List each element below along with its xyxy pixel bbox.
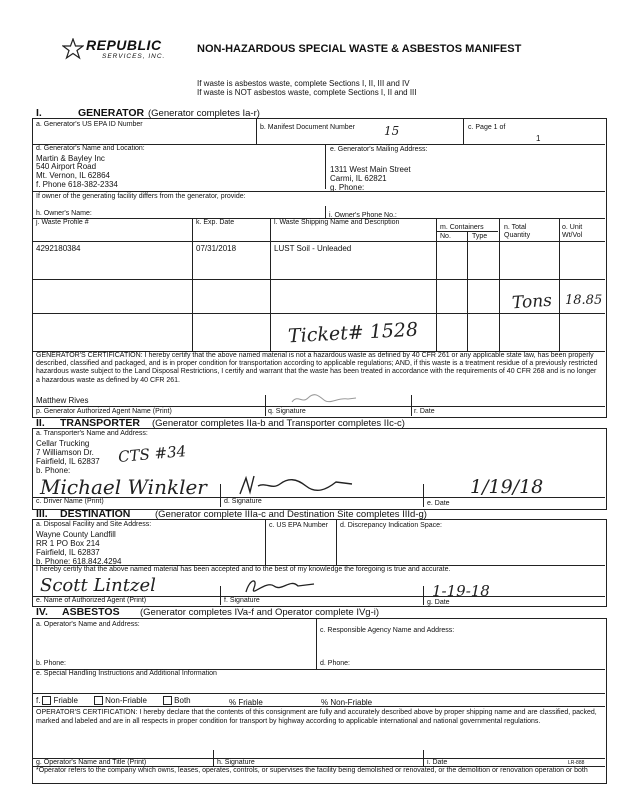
epa-number-label: c. US EPA Number (269, 522, 329, 529)
instruction-asbestos: If waste is asbestos waste, complete Sections I, II, III and IV (197, 79, 410, 88)
section-4-number: IV. (36, 606, 48, 618)
section-4-note: (Generator completes IVa-f and Operator complete IVg-i) (140, 607, 380, 618)
friable-f-label: f. (36, 696, 41, 705)
agency-label: c. Responsible Agency Name and Address: (320, 627, 455, 634)
logo-subtext: SERVICES, INC. (102, 53, 166, 60)
section-1-title: GENERATOR (78, 107, 145, 119)
transporter-line-1: Cellar Trucking (36, 439, 90, 448)
logo-text: REPUBLIC (86, 37, 162, 53)
generator-line-3: Mt. Vernon, IL 62864 (36, 171, 110, 180)
driver-signature (236, 472, 356, 498)
generator-name-label: d. Generator's Name and Location: (36, 145, 145, 152)
owner-phone-label: i. Owner's Phone No.: (329, 212, 397, 219)
page-title: NON-HAZARDOUS SPECIAL WASTE & ASBESTOS MANIFEST (197, 43, 522, 55)
handwritten-transport-date: 1/19/18 (470, 476, 544, 498)
discrepancy-label: d. Discrepancy Indication Space: (340, 522, 442, 529)
both-checkbox[interactable] (163, 696, 172, 705)
form-code: LR-888 (568, 760, 585, 766)
generator-line-1: Martin & Bayley Inc (36, 154, 105, 163)
operator-label: a. Operator's Name and Address: (36, 621, 140, 628)
col-total-quantity: n. Total Quantity (504, 224, 531, 239)
operator-certification: OPERATOR'S CERTIFICATION: I hereby declare that the contents of this consignment are fully and accurately described above by proper shipping name and are classified, packed, marked and labeled and are in all respects in proper condition for transport by highway according to applicable international and national governmental regulations. (36, 709, 597, 725)
generator-date-label: r. Date (414, 408, 435, 415)
handwritten-driver-name: Michael Winkler (40, 475, 207, 499)
owner-note: If owner of the generating facility differs from the generator, provide: (36, 193, 246, 200)
facility-phone: b. Phone: 618.842.4294 (36, 557, 122, 566)
agent-name-label: p. Generator Authorized Agent Name (Print) (36, 408, 172, 415)
friable-label: Friable (53, 696, 78, 705)
section-1-note: (Generator completes Ia-r) (148, 108, 260, 119)
mailing-address-label: e. Generator's Mailing Address: (330, 146, 428, 153)
both-label: Both (174, 696, 191, 705)
section-3-note: (Generator complete IIIa-c and Destination Site completes IIId-g) (155, 509, 427, 520)
col-containers-type: Type (472, 233, 488, 240)
facility-line-3: Fairfield, IL 62837 (36, 548, 100, 557)
operator-footnote: *Operator refers to the company which owns, leases, operates, controls, or supervises the facility being demolished or renovated, or the demolition or renovation operation or both (36, 767, 588, 774)
owner-name-label: h. Owner's Name: (36, 210, 92, 217)
driver-name-label: c. Driver Name (Print) (36, 498, 104, 505)
non-friable-label: Non-Friable (105, 696, 147, 705)
handwritten-tons: Tons (511, 290, 553, 314)
section-3-number: III. (36, 508, 48, 520)
col-shipping-name: l. Waste Shipping Name and Description (274, 219, 400, 226)
destination-signature (240, 574, 320, 596)
shipping-desc-value: LUST Soil - Unleaded (274, 244, 352, 253)
section-2-note: (Generator completes IIa-b and Transporter completes IIc-c) (152, 418, 405, 429)
facility-line-2: RR 1 PO Box 214 (36, 539, 100, 548)
manifest-number-value[interactable]: 15 (384, 124, 400, 138)
handwritten-ticket: Ticket# 1528 (287, 318, 419, 348)
generator-line-2: 540 Airport Road (36, 162, 97, 171)
operator-signature-label: h. Signature (217, 759, 255, 766)
star-icon (62, 38, 84, 60)
agency-phone-label: d. Phone: (320, 660, 350, 667)
transport-date-label: e. Date (427, 500, 450, 507)
mailing-line-2: Carmi, IL 62821 (330, 174, 387, 183)
page-total: 1 (536, 134, 541, 143)
destination-date-label: g. Date (427, 599, 450, 606)
mailing-line-1: 1311 West Main Street (330, 165, 411, 174)
operator-phone-label: b. Phone: (36, 660, 66, 667)
friable-checkbox[interactable] (42, 696, 51, 705)
percent-friable-label: % Friable (229, 698, 263, 707)
destination-signature-label: f. Signature (224, 597, 260, 604)
mailing-phone: g. Phone: (330, 183, 365, 192)
driver-signature-label: d. Signature (224, 498, 262, 505)
transporter-line-2: 7 Williamson Dr. (36, 448, 94, 457)
non-friable-checkbox[interactable] (94, 696, 103, 705)
friable-options (36, 696, 191, 705)
generator-certification: GENERATOR'S CERTIFICATION: I hereby certify that the above named material is not a hazardous waste as defined by 40 CFR 261 or any applicable state law, has been properly described, classified and packaged, and is in proper condition for transportation according to applicable regulations; AND, if this waste is a treatment residue of a previously restricted hazardous waste subject to the Land Disposal Restrictions, I certify and warrant that the waste has been treated in accordance with the requirements of 40 CFR 268 and is no longer a hazardous waste as defined by 40 CFR 261. (36, 352, 598, 384)
section-2-title: TRANSPORTER (60, 417, 140, 429)
col-waste-profile: j. Waste Profile # (36, 219, 89, 226)
handwritten-truck-number: CTS #34 (117, 442, 187, 466)
generator-signature (290, 392, 360, 406)
republic-logo (62, 36, 182, 64)
waste-profile-value: 4292180384 (36, 244, 81, 253)
section-4-title: ASBESTOS (62, 606, 120, 618)
destination-certification: I hereby certify that the above named material has been accepted and to the best of my knowledge the foregoing is true and accurate. (36, 566, 451, 573)
instruction-non-asbestos: If waste is NOT asbestos waste, complete Sections I, II and III (197, 88, 417, 97)
operator-date-label: i. Date (427, 759, 448, 766)
generator-signature-label: q. Signature (268, 408, 306, 415)
handwritten-quantity: 18.85 (565, 293, 603, 308)
col-unit: o. Unit Wt/Vol (562, 224, 583, 239)
epa-id-label: a. Generator's US EPA ID Number (36, 121, 143, 128)
section-3-title: DESTINATION (60, 508, 131, 520)
col-containers: m. Containers (440, 224, 484, 231)
facility-line-1: Wayne County Landfill (36, 530, 116, 539)
special-handling-label: e. Special Handling Instructions and Additional Information (36, 670, 217, 677)
transporter-phone: b. Phone: (36, 466, 71, 475)
exp-date-value: 07/31/2018 (196, 244, 237, 253)
handwritten-agent-name: Scott Lintzel (40, 575, 156, 596)
facility-label: a. Disposal Facility and Site Address: (36, 521, 152, 528)
percent-non-friable-label: % Non-Friable (321, 698, 373, 707)
operator-name-label: g. Operator's Name and Title (Print) (36, 759, 147, 766)
transporter-label: a. Transporter's Name and Address: (36, 430, 148, 437)
handwritten-destination-date: 1-19-18 (432, 582, 490, 600)
destination-agent-label: e. Name of Authorized Agent (Print) (36, 597, 147, 604)
section-2-number: II. (36, 417, 45, 429)
page-label: c. Page 1 of (468, 124, 506, 131)
col-containers-no: No. (440, 233, 451, 240)
col-exp-date: k. Exp. Date (196, 219, 235, 226)
generator-phone: f. Phone 618-382-2334 (36, 180, 118, 189)
agent-name-value: Matthew Rives (36, 396, 89, 405)
manifest-number-label: b. Manifest Document Number (260, 124, 355, 131)
section-1-number: I. (36, 107, 42, 119)
transporter-line-3: Fairfield, IL 62837 (36, 457, 100, 466)
